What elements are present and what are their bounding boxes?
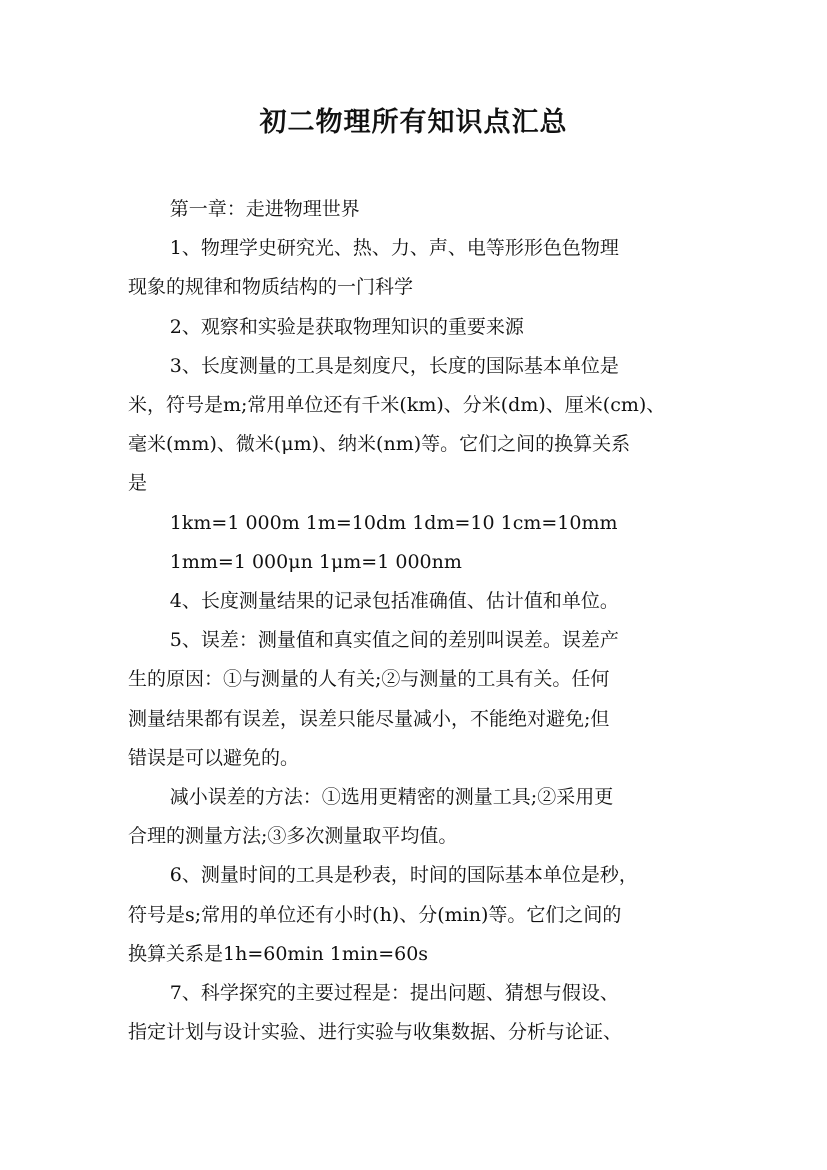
text-line: 测量结果都有误差，误差只能尽量减小，不能绝对避免;但	[128, 707, 610, 730]
text-line: 米，符号是m;常用单位还有千米(km)、分米(dm)、厘米(cm)、	[128, 394, 666, 417]
text-line: 合理的测量方法;③多次测量取平均值。	[128, 825, 458, 848]
text-line: 错误是可以避免的。	[128, 746, 300, 769]
text-line: 指定计划与设计实验、进行实验与收集数据、分析与论证、	[128, 1021, 623, 1044]
formula-line: 1mm=1 000μn 1μm=1 000nm	[169, 550, 462, 573]
text-line: 5、误差：测量值和真实值之间的差别叫误差。误差产	[169, 629, 619, 652]
text-line: 生的原因：①与测量的人有关;②与测量的工具有关。任何	[128, 668, 610, 691]
document-body	[128, 190, 714, 1052]
formula-line: 1km=1 000m 1m=10dm 1dm=10 1cm=10mm	[169, 511, 618, 534]
text-line: 2、观察和实验是获取物理知识的重要来源	[169, 315, 524, 338]
text-line: 6、测量时间的工具是秒表，时间的国际基本单位是秒，	[169, 864, 638, 887]
chapter-heading: 第一章：走进物理世界	[169, 198, 360, 220]
text-line: 7、科学探究的主要过程是：提出问题、猜想与假设、	[169, 982, 619, 1005]
text-line: 1、物理学史研究光、热、力、声、电等形形色色物理	[169, 237, 619, 260]
text-line: 3、长度测量的工具是刻度尺，长度的国际基本单位是	[169, 354, 619, 377]
text-line: 毫米(mm)、微米(μm)、纳米(nm)等。它们之间的换算关系	[128, 433, 631, 456]
text-line: 现象的规律和物质结构的一门科学	[128, 276, 414, 299]
text-line: 4、长度测量结果的记录包括准确值、估计值和单位。	[169, 590, 619, 613]
document-title: 初二物理所有知识点汇总	[259, 107, 568, 138]
text-line: 换算关系是1h=60min 1min=60s	[128, 942, 429, 965]
text-line: 减小误差的方法：①选用更精密的测量工具;②采用更	[169, 786, 614, 809]
text-line: 符号是s;常用的单位还有小时(h)、分(min)等。它们之间的	[128, 903, 622, 926]
text-line: 是	[128, 472, 148, 495]
